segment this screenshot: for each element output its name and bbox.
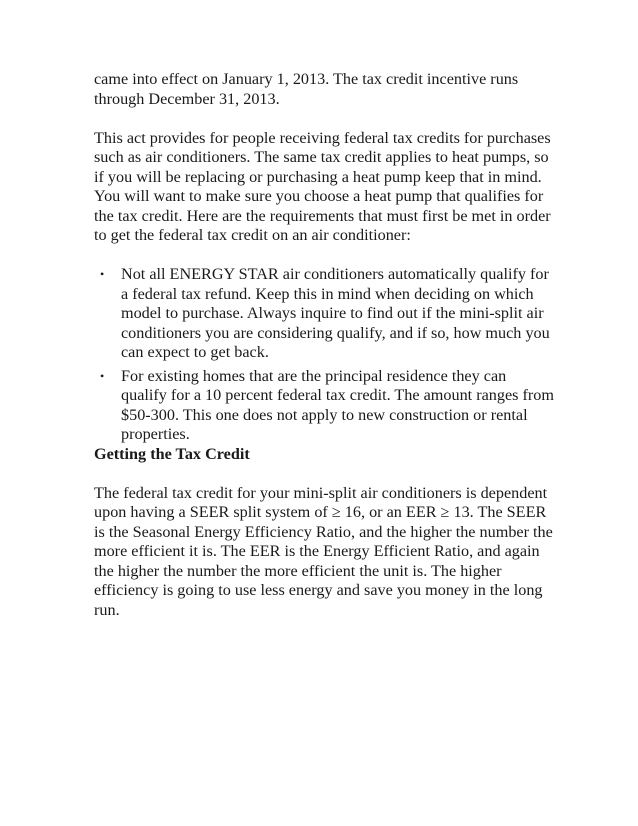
- list-item-text: For existing homes that are the principal residence they can qualify for a 10 percent federal tax credit. The amount ranges from $50-300. This one does not apply to new construction or rental properties.: [121, 366, 554, 443]
- document-page: [94, 70, 554, 640]
- requirements-list: [94, 265, 554, 445]
- list-item: [94, 265, 554, 363]
- bullet-icon: •: [100, 368, 105, 383]
- list-item-text: Not all ENERGY STAR air conditioners automatically qualify for a federal tax refund. Keep this in mind when deciding on which model to purchase. Always inquire to find out if the mini-split air conditioners you are considering qualify, and if so, how much you can expect to get back.: [121, 265, 550, 361]
- act-paragraph: This act provides for people receiving federal tax credits for purchases such as air conditioners. The same tax credit applies to heat pumps, so if you will be replacing or purchasing a heat pump keep that in mind. You will want to make sure you choose a heat pump that qualifies for the tax credit. Here are the requirements that must first be met in order to get the federal tax credit on an air conditioner:: [94, 128, 551, 244]
- intro-paragraph: came into effect on January 1, 2013. The tax credit incentive runs through December 31, 2013.: [94, 70, 519, 108]
- seer-paragraph: The federal tax credit for your mini-split air conditioners is dependent upon having a SEER split system of ≥ 16, or an EER ≥ 13. The SEER is the Seasonal Energy Efficiency Ratio, and the higher the number the more efficient it is. The EER is the Energy Efficient Ratio, and again the higher the number the more efficient the unit is. The higher efficiency is going to use less energy and save you money in the long run.: [94, 483, 553, 619]
- list-item: [94, 367, 554, 445]
- bullet-icon: •: [100, 267, 105, 281]
- section-heading: Getting the Tax Credit: [94, 444, 250, 463]
